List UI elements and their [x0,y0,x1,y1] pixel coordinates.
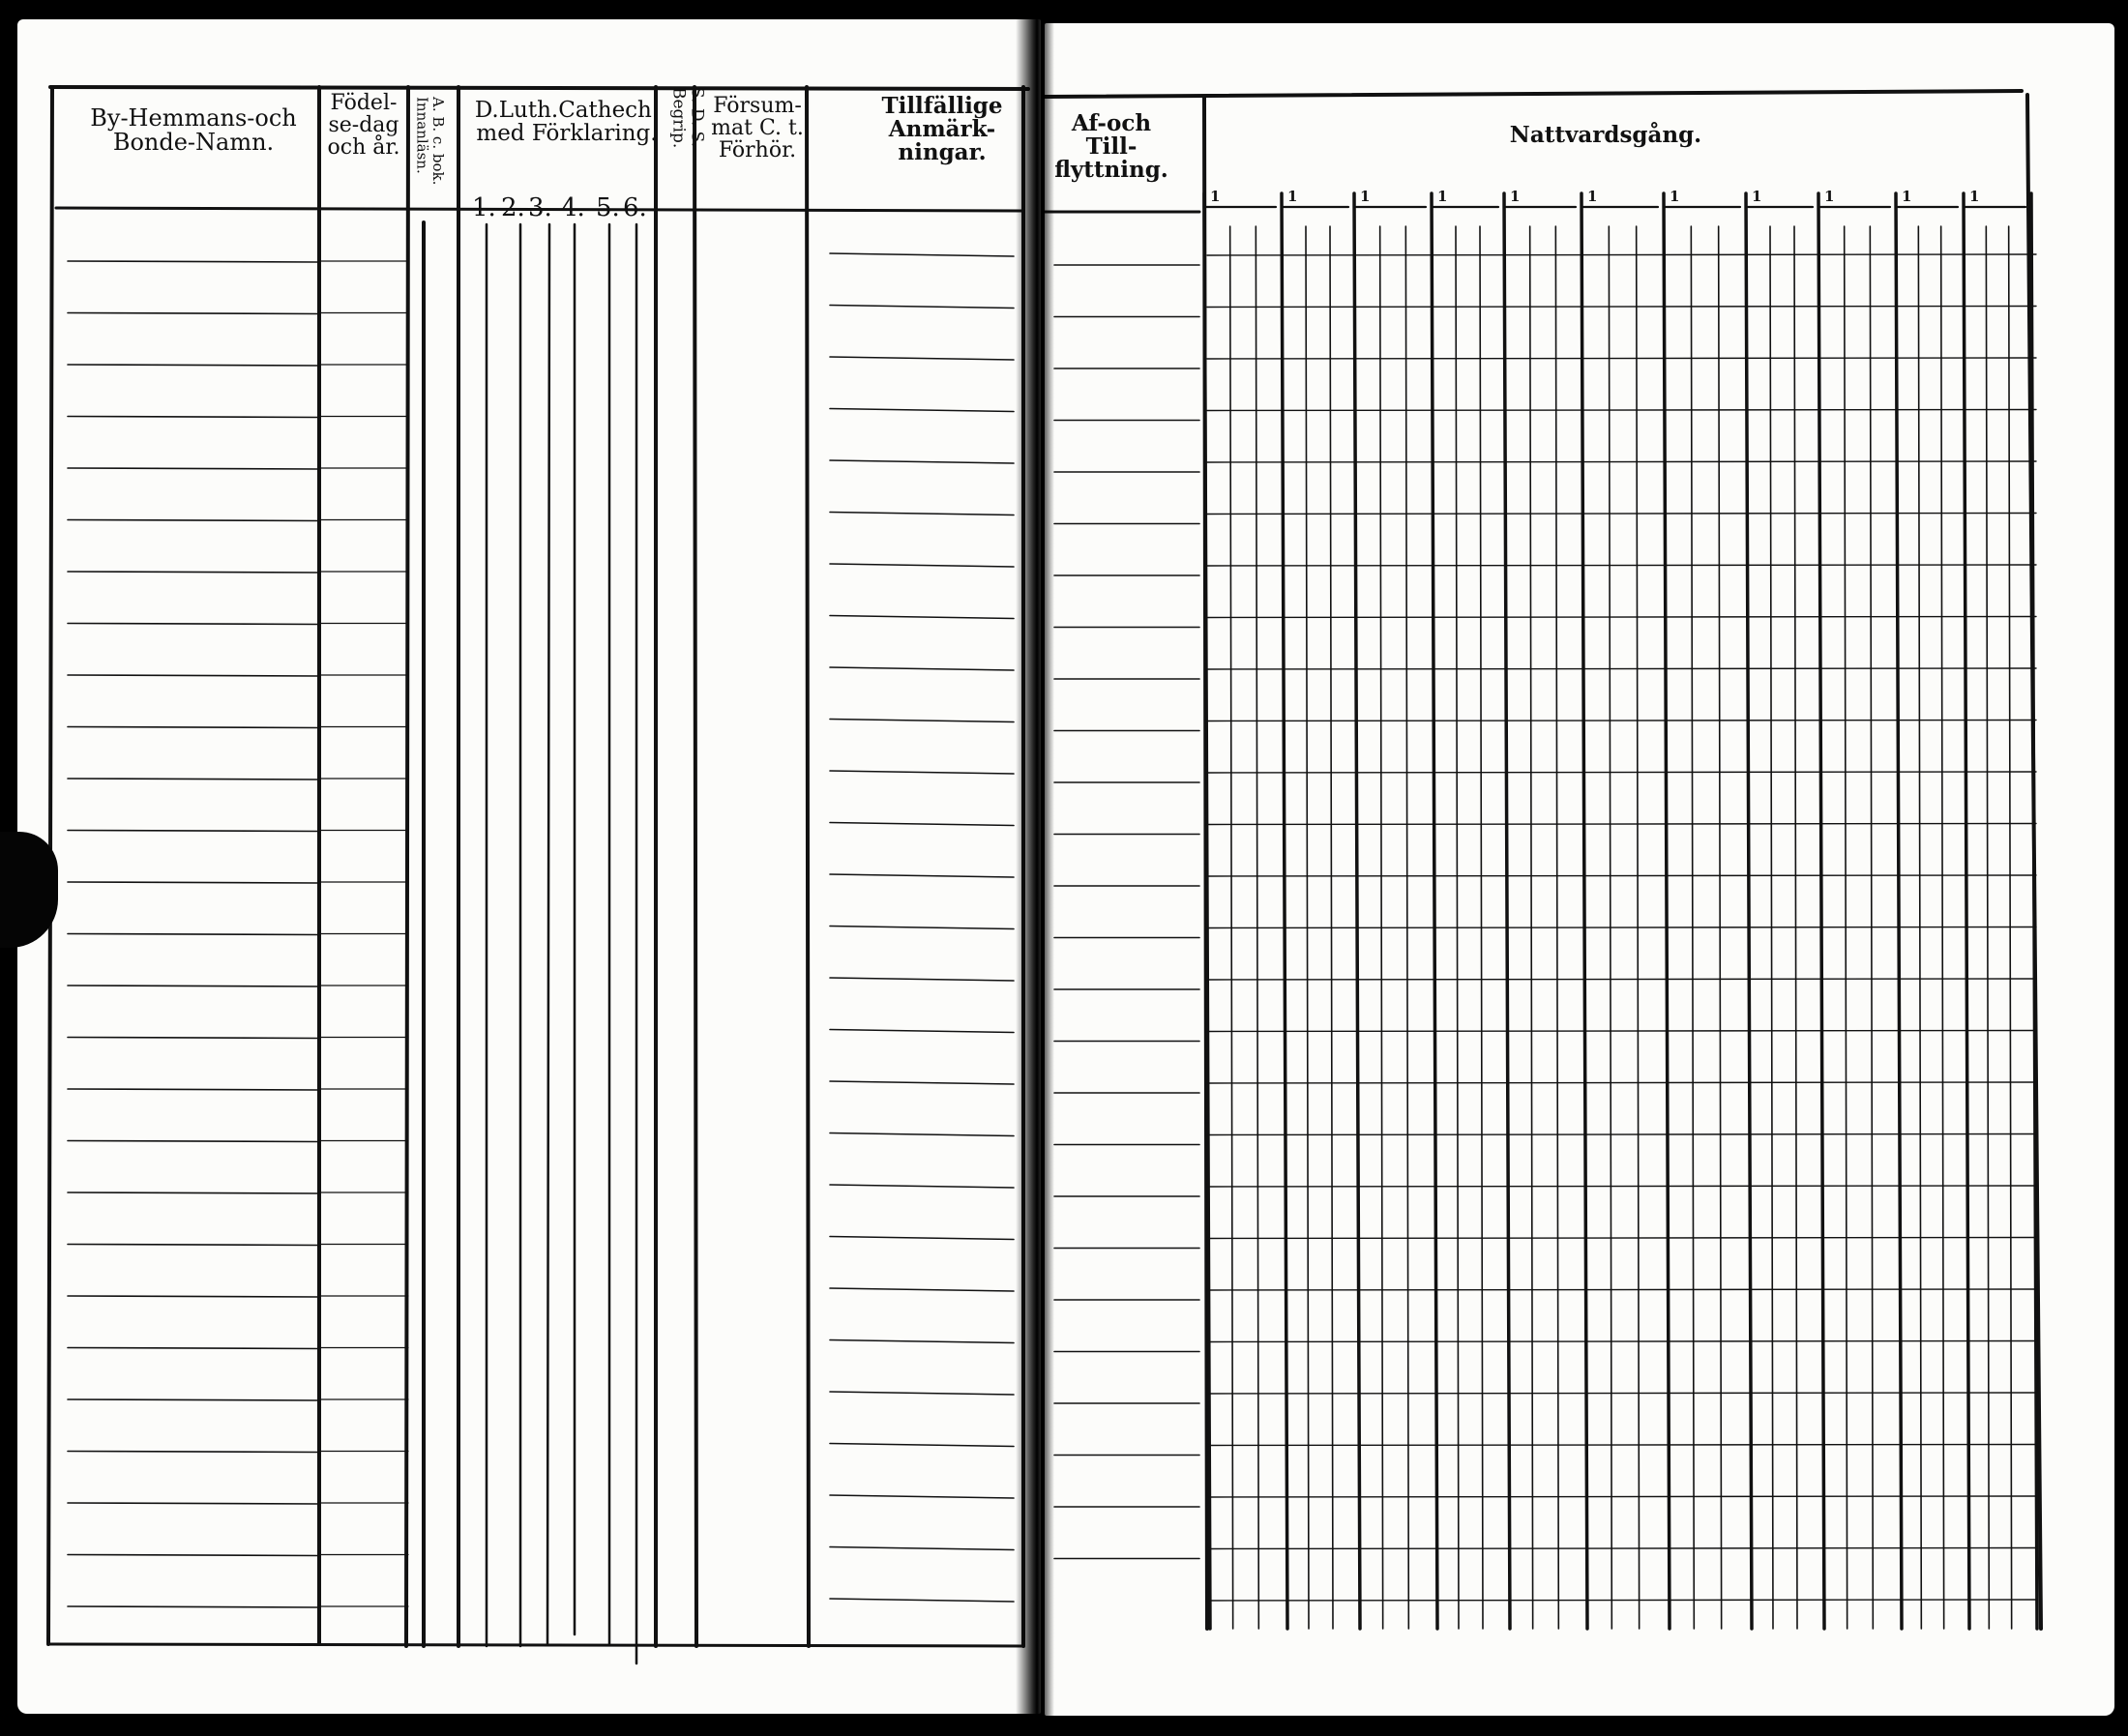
right-row-rule [1207,1600,2036,1601]
left-row-rule [830,306,1014,309]
left-row-rule [830,771,1014,774]
left-row-rule [68,1452,319,1453]
luth-number: 4. [561,193,585,222]
right-row-rule [1207,617,2036,618]
left-row-rule [68,261,319,262]
left-row-rule [68,1192,319,1193]
left-row-rule [68,1089,319,1090]
left-row-rule [68,675,319,676]
left-row-rule [830,1547,1014,1550]
right-row-rule [1207,772,2036,773]
left-row-rule [830,874,1014,877]
left-page [17,19,1041,1714]
right-row-rule [1207,927,2036,928]
left-row-rule [830,1340,1014,1343]
left-row-rule [830,409,1014,412]
left-row-rule [68,882,319,883]
nattvard-col-mark: 1 [1210,188,1221,205]
left-row-rule [830,1185,1014,1188]
luth-number: 3. [528,193,552,222]
luth-number: 5. [596,193,620,222]
left-row-rule [830,1081,1014,1084]
right-page [1045,23,2114,1716]
right-row-rule [1207,1393,2036,1394]
header-af-och-till: Af-och Till- flyttning. [1054,110,1168,184]
bottom-border [48,1644,1023,1646]
nattvard-major-rule [1354,193,1360,1629]
right-row-rule [1207,824,2036,825]
left-row-rule [68,831,319,832]
right-row-rule [1207,565,2036,566]
nattvard-col-mark: 1 [1969,188,1980,205]
left-row-rule [68,1348,319,1349]
left-row-rule [68,1399,319,1400]
header-sds-begrip: S. D. S. Begrip. [668,87,707,149]
left-row-rule [68,1606,319,1607]
left-row-rule [830,823,1014,826]
header-fodelse: Födel- se-dag och år. [327,91,400,161]
left-row-rule [830,513,1014,515]
luth-number: 1. [472,193,496,222]
left-column-rule [807,87,809,1646]
book-spine-shadow [1016,0,1054,1736]
right-row-rule [1207,979,2036,980]
left-row-rule [830,1030,1014,1033]
left-row-rule [830,1288,1014,1291]
nattvard-col-mark: 1 [1437,188,1448,205]
left-row-rule [830,1133,1014,1136]
header-tillfallige: Tillfällige Anmärk- ningar. [881,93,1003,166]
nattvard-major-rule [1432,193,1437,1629]
nattvard-col-mark: 1 [1587,188,1598,205]
right-row-rule [1207,254,2036,255]
right-row-rule [1207,461,2036,462]
nattvard-major-rule [1964,193,1969,1629]
left-column-rule [547,224,549,1644]
header-by-hemmans: By-Hemmans-och Bonde-Namn. [90,104,297,157]
left-column-rule [406,87,408,1646]
top-border [50,87,1028,89]
nattvard-col-mark: 1 [1902,188,1912,205]
right-row-rule [1207,410,2036,411]
left-row-rule [68,1555,319,1556]
left-row-rule [68,1296,319,1297]
left-row-rule [68,779,319,780]
header-luth-cathech: D.Luth.Cathech. med Förklaring. [474,98,660,147]
luth-number: 6. [623,193,647,222]
luth-number: 2. [501,193,525,222]
nattvard-major-rule [1664,193,1670,1629]
left-row-rule [830,720,1014,722]
left-row-rule [830,460,1014,463]
right-row-rule [1207,1445,2036,1446]
header-forsummat: Försum- mat C. t. Förhör. [711,94,804,163]
left-row-rule [830,667,1014,670]
left-row-rule [68,365,319,366]
left-row-rule [830,978,1014,981]
right-page-ruling [1045,23,2114,1716]
left-row-rule [68,520,319,521]
left-row-rule [68,1503,319,1504]
left-row-rule [830,357,1014,360]
right-row-rule [1207,668,2036,669]
left-row-rule [830,1444,1014,1447]
header-nattvardsgang: Nattvardsgång. [1509,122,1702,148]
left-row-rule [830,927,1014,929]
right-row-rule [1207,1341,2036,1342]
left-row-rule [68,727,319,728]
left-column-rule [695,87,696,1646]
header-abc-bok: A. B. c. bok. Innanläsn. [413,97,447,186]
nattvard-major-rule [1282,193,1287,1629]
left-row-rule [830,1392,1014,1395]
left-row-rule [830,564,1014,567]
nattvard-col-mark: 1 [1510,188,1521,205]
left-row-rule [68,572,319,573]
left-page-ruling [17,19,1041,1714]
right-row-rule [1207,307,2036,308]
left-row-rule [830,253,1014,256]
right-row-rule [1207,875,2036,876]
nattvard-major-rule [1746,193,1752,1629]
left-row-rule [68,624,319,625]
nattvard-major-rule [1504,193,1510,1629]
nattvard-col-mark: 1 [1670,188,1680,205]
top-border [1045,91,2022,97]
nattvard-major-rule [1818,193,1824,1629]
nattvard-major-rule [1896,193,1902,1629]
left-row-rule [68,468,319,469]
left-row-rule [68,1038,319,1039]
nattvard-col-mark: 1 [1287,188,1298,205]
left-row-rule [68,313,319,314]
right-row-rule [1207,514,2036,515]
left-row-rule [830,1599,1014,1602]
nattvard-major-rule [1581,193,1587,1629]
left-row-rule [68,934,319,935]
left-row-rule [68,1141,319,1142]
right-row-rule [1207,358,2036,359]
nattvard-col-mark: 1 [1360,188,1371,205]
left-row-rule [68,417,319,418]
left-row-rule [830,616,1014,619]
nattvard-col-mark: 1 [1824,188,1835,205]
left-row-rule [830,1237,1014,1240]
right-row-rule [1207,1496,2036,1497]
left-row-rule [68,1245,319,1246]
right-row-rule [1207,1548,2036,1549]
left-row-rule [830,1495,1014,1498]
nattvard-col-mark: 1 [1752,188,1762,205]
